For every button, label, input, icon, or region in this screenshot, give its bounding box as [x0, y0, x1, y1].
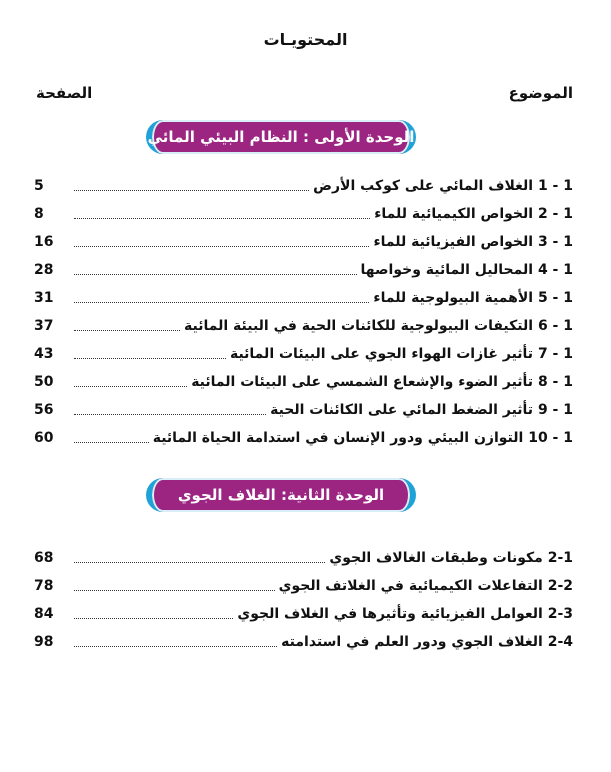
toc-leader — [74, 246, 369, 247]
toc-leader — [74, 218, 370, 219]
toc-leader — [74, 646, 277, 647]
toc-entry-title: 1 - 6 التكيفات البيولوجية للكائنات الحية في البيئة المائية — [184, 318, 573, 334]
toc-entry-page: 8 — [34, 206, 44, 222]
toc-entry[interactable] — [34, 546, 573, 568]
toc-entry[interactable] — [34, 314, 573, 336]
toc-leader — [74, 190, 309, 191]
toc-entry[interactable] — [34, 630, 573, 652]
toc-entry-page: 60 — [34, 430, 54, 446]
toc-entry[interactable] — [34, 286, 573, 308]
toc-entry[interactable] — [34, 398, 573, 420]
toc-leader — [74, 590, 275, 591]
toc-entry-title: 1 - 8 تأثير الضوء والإشعاع الشمسي على البيئات المائية — [191, 374, 573, 390]
toc-leader — [74, 618, 233, 619]
toc-entry-page: 5 — [34, 178, 44, 194]
toc-entry[interactable] — [34, 370, 573, 392]
toc-entry-title: 1 - 9 تأثير الضغط المائي على الكائنات الحية — [270, 402, 573, 418]
toc-entry-title: 1 - 3 الخواص الفيزيائية للماء — [373, 234, 573, 250]
toc-entry-page: 31 — [34, 290, 54, 306]
toc-leader — [74, 358, 226, 359]
toc-entry[interactable] — [34, 174, 573, 196]
topic-column-header: الموضوع — [508, 84, 573, 102]
toc-entry-title: 2-1 مكونات وطبقات الغالاف الجوي — [329, 550, 573, 566]
toc-entry[interactable] — [34, 602, 573, 624]
toc-entry-title: 2-4 الغلاف الجوي ودور العلم في استدامته — [281, 634, 573, 650]
toc-leader — [74, 562, 325, 563]
toc-entry-page: 37 — [34, 318, 54, 334]
toc-entry-page: 56 — [34, 402, 54, 418]
toc-entry-title: 1 - 5 الأهمية البيولوجية للماء — [373, 290, 573, 306]
toc-entry-title: 1 - 4 المحاليل المائية وخواصها — [360, 262, 573, 278]
toc-leader — [74, 442, 149, 443]
toc-entry-title: 1 - 2 الخواص الكيميائية للماء — [374, 206, 573, 222]
toc-leader — [74, 414, 266, 415]
toc-entry[interactable] — [34, 574, 573, 596]
page-title: المحتويـات — [263, 30, 348, 49]
toc-entry[interactable] — [34, 258, 573, 280]
toc-entry-page: 16 — [34, 234, 54, 250]
toc-leader — [74, 386, 187, 387]
toc-entry-page: 43 — [34, 346, 54, 362]
toc-entry-title: 1 - 7 تأثير غازات الهواء الجوي على البيئات المائية — [229, 346, 573, 362]
unit-2-toc — [34, 546, 573, 656]
page-column-header: الصفحة — [36, 84, 93, 102]
toc-leader — [74, 302, 369, 303]
toc-entry-title: 1 - 1 الغلاف المائي على كوكب الأرض — [313, 178, 573, 194]
toc-entry-page: 28 — [34, 262, 54, 278]
unit-1-banner-title: الوحدة الأولى : النظام البيئي المائي — [147, 128, 415, 146]
toc-entry-title: 2-2 التفاعلات الكيميائية في الغلاتف الجوي — [278, 578, 573, 594]
toc-entry[interactable] — [34, 230, 573, 252]
toc-entry[interactable] — [34, 342, 573, 364]
toc-entry-title: 1 - 10 التوازن البيئي ودور الإنسان في استدامة الحياة المائية — [152, 430, 573, 446]
toc-leader — [74, 274, 357, 275]
toc-entry-page: 98 — [34, 634, 54, 650]
toc-entry-page: 78 — [34, 578, 54, 594]
toc-entry-title: 2-3 العوامل الفيزيائية وتأثيرها في الغلاف الجوي — [237, 606, 573, 622]
unit-1-toc — [34, 174, 573, 464]
unit-2-banner — [146, 478, 416, 512]
toc-entry[interactable] — [34, 426, 573, 448]
unit-1-banner — [146, 120, 416, 154]
toc-entry-page: 68 — [34, 550, 54, 566]
toc-entry-page: 84 — [34, 606, 54, 622]
toc-entry[interactable] — [34, 202, 573, 224]
toc-entry-page: 50 — [34, 374, 54, 390]
unit-2-banner-title: الوحدة الثانية: الغلاف الجوي — [177, 486, 385, 504]
toc-leader — [74, 330, 180, 331]
